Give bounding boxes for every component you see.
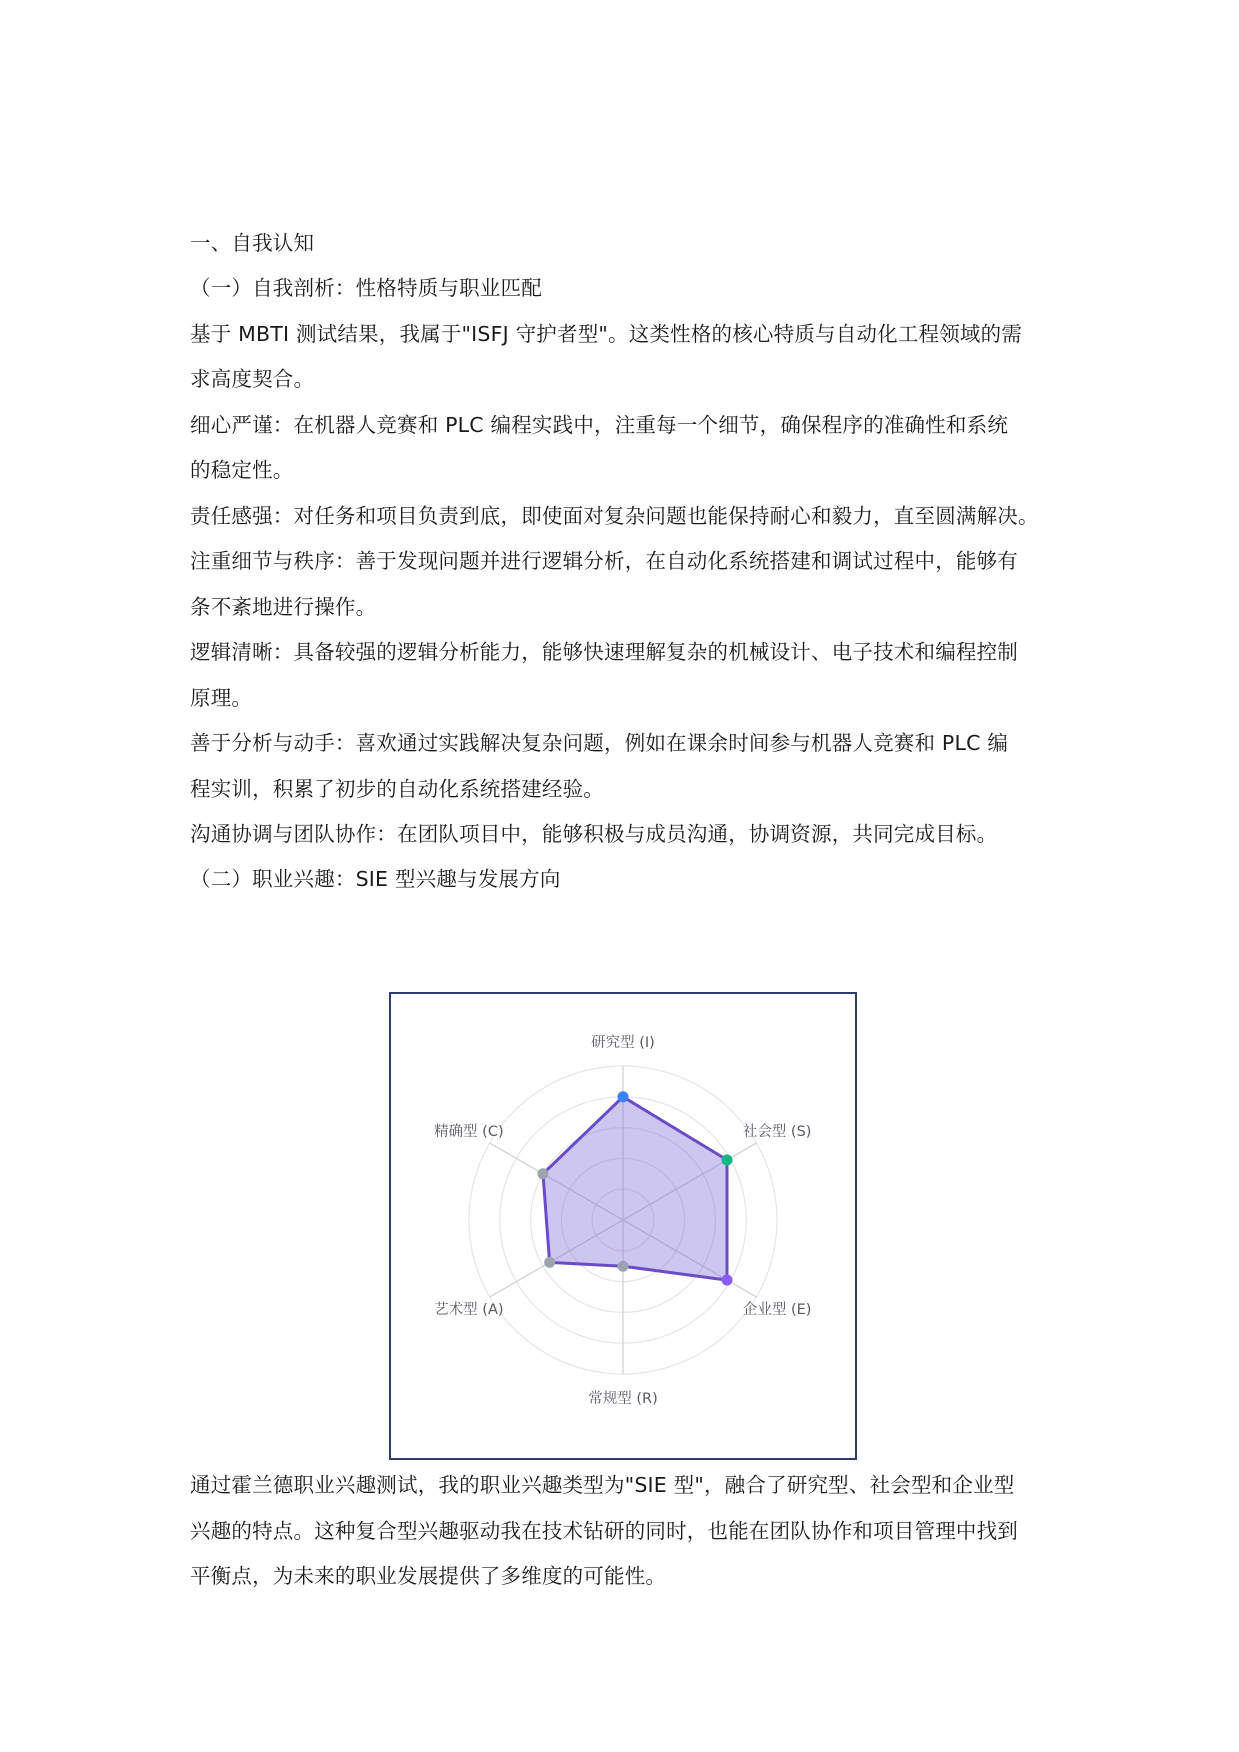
paragraph-6-line-2: 程实训，积累了初步的自动化系统搭建经验。 bbox=[190, 777, 604, 801]
axis-label: 研究型 (I) bbox=[591, 1035, 655, 1051]
data-point bbox=[722, 1154, 733, 1165]
paragraph-2-line-2: 的稳定性。 bbox=[190, 458, 294, 482]
subsection-title-1: （一）自我剖析：性格特质与职业匹配 bbox=[190, 276, 542, 300]
paragraph-3-line-1: 责任感强：对任务和项目负责到底，即使面对复杂问题也能保持耐心和毅力，直至圆满解决。 bbox=[190, 504, 1039, 528]
paragraph-4-line-2: 条不紊地进行操作。 bbox=[190, 595, 377, 619]
paragraph-8-line-1: 通过霍兰德职业兴趣测试，我的职业兴趣类型为"SIE 型"，融合了研究型、社会型和企业型 bbox=[190, 1473, 1015, 1497]
paragraph-6-line-1: 善于分析与动手：喜欢通过实践解决复杂问题，例如在课余时间参与机器人竞赛和 PLC 编 bbox=[190, 731, 1009, 755]
axis-label: 企业型 (E) bbox=[742, 1302, 812, 1318]
paragraph-7-line-1: 沟通协调与团队协作：在团队项目中，能够积极与成员沟通，协调资源，共同完成目标。 bbox=[190, 822, 998, 846]
paragraph-5-line-1: 逻辑清晰：具备较强的逻辑分析能力，能够快速理解复杂的机械设计、电子技术和编程控制 bbox=[190, 640, 1018, 664]
data-point bbox=[618, 1261, 629, 1272]
paragraph-8-line-2: 兴趣的特点。这种复合型兴趣驱动我在技术钻研的同时，也能在团队协作和项目管理中找到 bbox=[190, 1519, 1018, 1543]
data-point bbox=[537, 1168, 548, 1179]
paragraph-1-line-2: 求高度契合。 bbox=[190, 367, 315, 391]
data-point bbox=[618, 1091, 629, 1102]
paragraph-1-line-1: 基于 MBTI 测试结果，我属于"ISFJ 守护者型"。这类性格的核心特质与自动化工程领域的需 bbox=[190, 322, 1023, 346]
axis-label: 社会型 (S) bbox=[742, 1124, 812, 1140]
radar-chart-frame bbox=[389, 992, 857, 1460]
paragraph-4-line-1: 注重细节与秩序：善于发现问题并进行逻辑分析，在自动化系统搭建和调试过程中，能够有 bbox=[190, 549, 1018, 573]
axis-label: 常规型 (R) bbox=[588, 1391, 658, 1407]
paragraph-2-line-1: 细心严谨：在机器人竞赛和 PLC 编程实践中，注重每一个细节，确保程序的准确性和系统 bbox=[190, 413, 1009, 437]
series-area bbox=[543, 1097, 727, 1280]
section-title: 一、自我认知 bbox=[190, 231, 315, 255]
data-point bbox=[544, 1257, 555, 1268]
data-point bbox=[722, 1275, 733, 1286]
axis-label: 精确型 (C) bbox=[434, 1124, 504, 1140]
paragraph-8-line-3: 平衡点，为未来的职业发展提供了多维度的可能性。 bbox=[190, 1564, 667, 1588]
paragraph-5-line-2: 原理。 bbox=[190, 686, 253, 710]
subsection-title-2: （二）职业兴趣：SIE 型兴趣与发展方向 bbox=[190, 867, 561, 891]
radar-chart bbox=[391, 994, 855, 1458]
axis-label: 艺术型 (A) bbox=[434, 1302, 504, 1318]
